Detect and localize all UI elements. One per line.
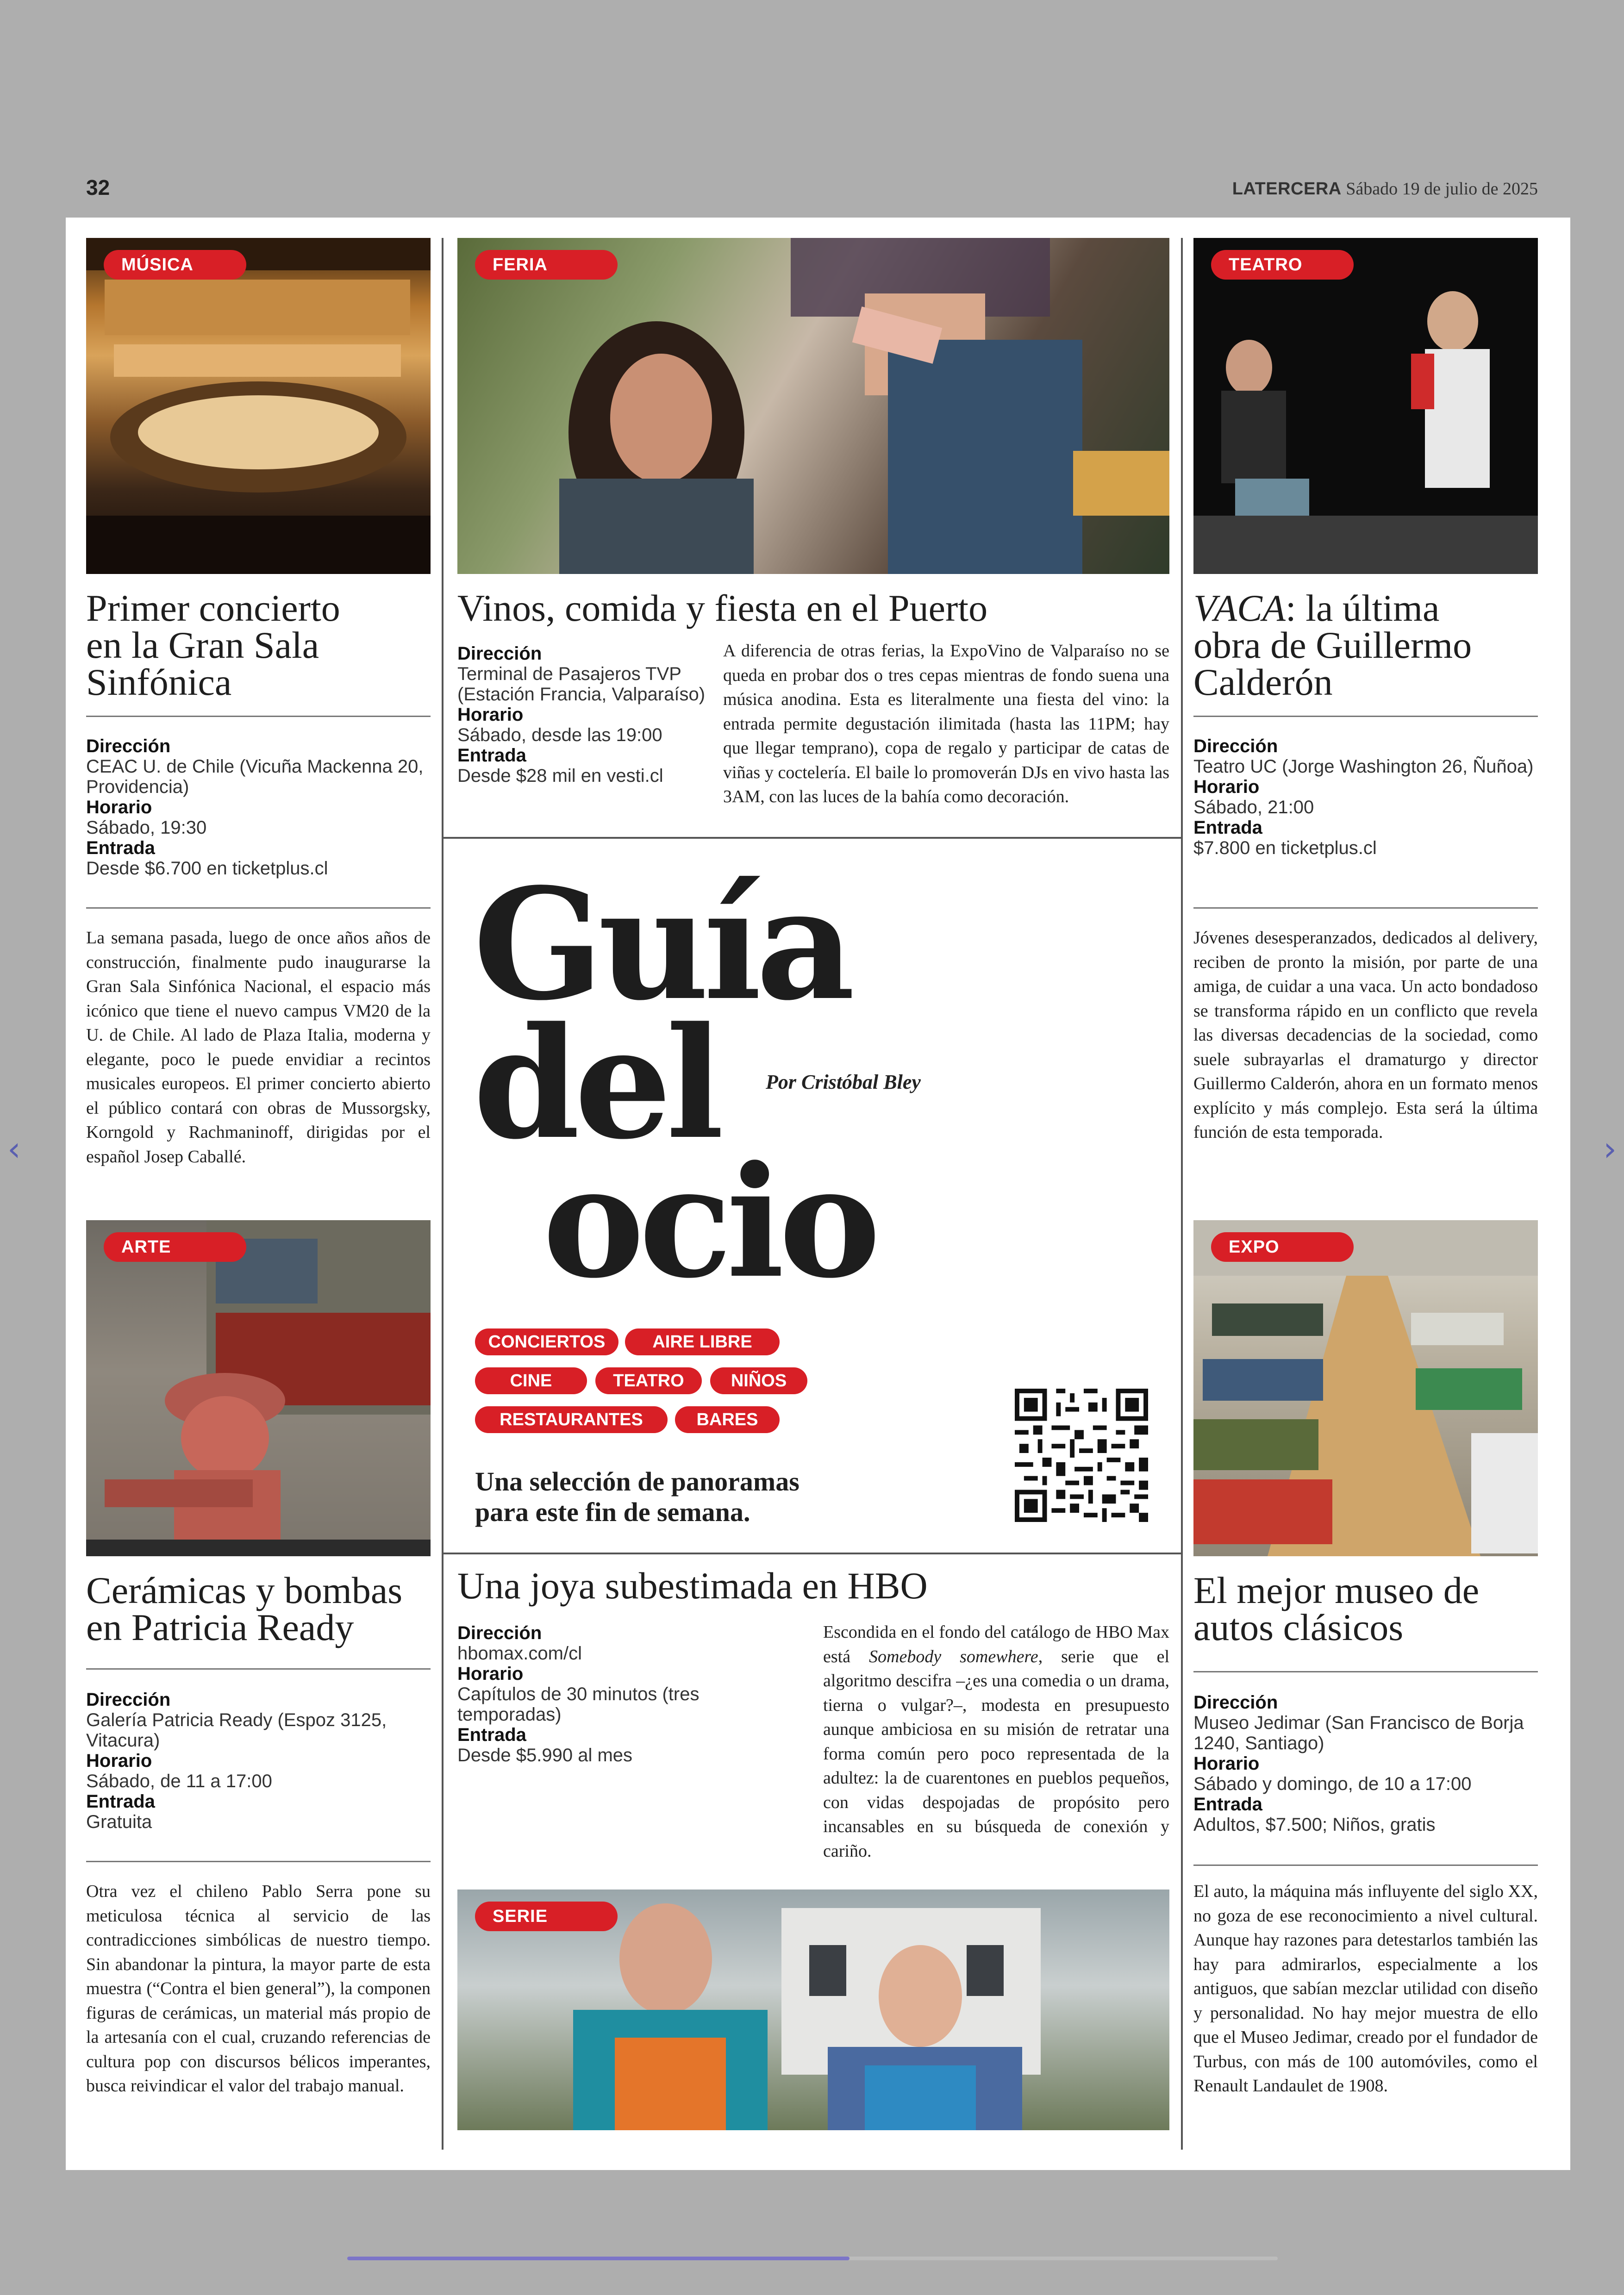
horario-label: Horario (86, 1751, 152, 1771)
hero-bottom-rule (442, 1553, 1183, 1554)
horario-label: Horario (457, 1664, 524, 1684)
brand-name: LATERCERA (1232, 179, 1342, 199)
pill-restaurantes: RESTAURANTES (475, 1406, 668, 1433)
musica-entrada: Desde $6.700 en ticketplus.cl (86, 858, 328, 879)
selection-line1: Una selección de panoramas (475, 1466, 800, 1497)
category-tag-arte: ARTE (104, 1232, 246, 1262)
reading-progress-fill (347, 2257, 849, 2260)
expo-rule-top (1193, 1671, 1538, 1672)
teatro-info (1193, 736, 1538, 858)
teatro-direccion: Teatro UC (Jorge Washington 26, Ñuñoa) (1193, 756, 1534, 777)
teatro-title-line1-rest: : la última (1285, 587, 1440, 629)
direccion-label: Dirección (1193, 1692, 1278, 1713)
direccion-label: Dirección (457, 643, 542, 664)
arte-direccion: Galería Patricia Ready (Espoz 3125, Vitacura) (86, 1710, 387, 1751)
pill-bares: BARES (675, 1406, 780, 1433)
arte-rule-bottom (86, 1861, 431, 1862)
hero-top-rule (442, 837, 1183, 839)
expo-title (1193, 1569, 1538, 1648)
feria-horario: Sábado, desde las 19:00 (457, 725, 662, 745)
arte-entrada: Gratuita (86, 1812, 152, 1832)
feria-direccion: Terminal de Pasajeros TVP (Estación Francia, Valparaíso) (457, 664, 706, 705)
horario-label: Horario (86, 797, 152, 817)
direccion-label: Dirección (1193, 736, 1278, 756)
arte-info (86, 1690, 431, 1832)
category-tag-feria: FERIA (475, 250, 618, 280)
serie-info (457, 1623, 717, 1765)
column-divider-left (442, 238, 443, 2150)
expo-info (1193, 1692, 1538, 1835)
entrada-label: Entrada (1193, 1794, 1262, 1815)
direccion-label: Dirección (457, 1623, 542, 1643)
ocio-word: ocio (543, 1132, 875, 1312)
entrada-label: Entrada (457, 745, 526, 766)
newspaper-page (66, 218, 1570, 2170)
arte-title-line2: en Patricia Ready (86, 1606, 354, 1648)
horario-label: Horario (457, 705, 524, 725)
del-word: del (473, 993, 719, 1173)
musica-horario: Sábado, 19:30 (86, 817, 207, 838)
pill-teatro: TEATRO (595, 1367, 702, 1394)
horario-label: Horario (1193, 777, 1260, 797)
entrada-label: Entrada (86, 1791, 155, 1812)
pill-cine: CINE (475, 1367, 587, 1394)
teatro-title (1193, 587, 1538, 703)
pill-aire-libre: AIRE LIBRE (625, 1328, 780, 1355)
pill-ninos: NIÑOS (710, 1367, 807, 1394)
arte-rule-top (86, 1668, 431, 1670)
feria-body: A diferencia de otras ferias, la ExpoVino de Valparaíso no se queda en probar dos o tres cepas mientras de fondo suena una música anodina. Esta es literalmente una fiesta del vino: la entrada permite degustación ilimitada (hasta las 11PM; hay que llegar temprano), copa de regalo y participar de catas de viñas y coctelería. El baile lo promoverán DJs en vivo hasta las 3AM, con las luces de la bahía como decoración. (723, 641, 1169, 806)
entrada-label: Entrada (457, 1725, 526, 1745)
serie-entrada: Desde $5.990 al mes (457, 1745, 633, 1765)
expo-body: El auto, la máquina más influyente del siglo XX, no goza de ese reconocimiento a nivel cultural. Aunque hay razones para detestarlos también las hay para admirarlos, especialmente a los antiguos, que sabían mezclar utilidad con diseño y personalidad. No hay mejor muestra de ello que el Museo Jedimar, creado por el fundador de Turbus, con más de 100 automóviles, como el Renault Landaulet de 1908. (1193, 1882, 1538, 2095)
entrada-label: Entrada (86, 838, 155, 858)
direccion-label: Dirección (86, 1690, 171, 1710)
category-tag-teatro: TEATRO (1211, 250, 1354, 280)
horario-label: Horario (1193, 1753, 1260, 1774)
column-divider-right (1181, 238, 1183, 2150)
expo-entrada: Adultos, $7.500; Niños, gratis (1193, 1815, 1436, 1835)
category-tag-expo: EXPO (1211, 1232, 1354, 1262)
musica-info (86, 736, 431, 879)
feria-info (457, 643, 707, 786)
qr-code-icon[interactable] (1015, 1389, 1148, 1522)
teatro-title-italic: VACA (1193, 587, 1286, 629)
musica-rule-top (86, 716, 431, 717)
teatro-rule-bottom (1193, 907, 1538, 909)
teatro-horario: Sábado, 21:00 (1193, 797, 1314, 817)
pill-conciertos: CONCIERTOS (475, 1328, 618, 1355)
teatro-title-line2: obra de Guillermo (1193, 624, 1472, 666)
wine-fair-photo (457, 238, 1169, 574)
expo-title-line2: autos clásicos (1193, 1606, 1404, 1648)
next-page-icon[interactable]: › (1603, 1129, 1617, 1168)
serie-title: Una joya subestimada en HBO (457, 1565, 928, 1607)
selection-text (475, 1466, 800, 1528)
expo-title-line1: El mejor museo de (1193, 1569, 1480, 1611)
series-photo (457, 1890, 1169, 2130)
page-number: 32 (86, 175, 110, 200)
musica-title (86, 587, 431, 703)
musica-direccion: CEAC U. de Chile (Vicuña Mackenna 20, Providencia) (86, 756, 424, 797)
musica-rule-bottom (86, 907, 431, 909)
feria-title: Vinos, comida y fiesta en el Puerto (457, 587, 988, 629)
category-tag-musica: MÚSICA (104, 250, 246, 280)
teatro-title-line3: Calderón (1193, 661, 1333, 703)
theatre-photo (1193, 238, 1538, 574)
selection-line2: para este fin de semana. (475, 1497, 750, 1527)
expo-horario: Sábado y domingo, de 10 a 17:00 (1193, 1774, 1472, 1794)
expo-rule-bottom (1193, 1865, 1538, 1866)
serie-body (823, 1620, 1169, 1863)
serie-body-post: , serie que el algoritmo descifra –¿es una comedia o un drama, tierna o vulgar?–, modesta en presupuesto aunque ambiciosa en su misión de retratar una forma común pero poco representada de la adultez: la de cuarentones en pueblos pequeños, con vidas despojadas de propósito pero incansables en su búsqueda de conexión y cariño. (823, 1646, 1170, 1861)
feria-entrada: Desde $28 mil en vesti.cl (457, 766, 663, 786)
musica-title-line1: Primer concierto (86, 587, 340, 629)
serie-horario: Capítulos de 30 minutos (tres temporadas) (457, 1684, 700, 1725)
serie-direccion: hbomax.com/cl (457, 1643, 582, 1664)
car-museum-photo (1193, 1220, 1538, 1556)
musica-body: La semana pasada, luego de once años años de construcción, finalmente pudo inaugurarse la Gran Sala Sinfónica Nacional, el espacio más icónico que tiene el nuevo campus VM20 de la U. de Chile. Al lado de Plaza Italia, moderna y elegante, poco le puede envidiar a recintos musicales europeos. El primer concierto abierto el público contará con obras de Mussorgsky, Korngold y Rachmaninoff, dirigidas por el español Josep Caballé. (86, 928, 431, 1166)
musica-title-line3: Sinfónica (86, 661, 232, 703)
category-tag-serie: SERIE (475, 1902, 618, 1931)
ceramic-sculpture-photo (86, 1220, 431, 1556)
masthead (1232, 179, 1538, 199)
arte-horario: Sábado, de 11 a 17:00 (86, 1771, 272, 1791)
issue-date: Sábado 19 de julio de 2025 (1346, 179, 1538, 199)
serie-body-italic: Somebody somewhere (869, 1646, 1038, 1666)
serie-body-pre: Escondida en el fondo del catálogo de HBO Max está (823, 1622, 1169, 1666)
previous-page-icon[interactable]: ‹ (7, 1129, 21, 1168)
concert-hall-photo (86, 238, 431, 574)
teatro-body: Jóvenes desesperanzados, dedicados al delivery, reciben de pronto la misión, por parte de una amiga, de cuidar a una vaca. Un acto bondadoso se transforma rápido en un conflicto que revela las diversas decadencias de la sociedad, como suele subrayarlas el dramaturgo y director Guillermo Calderón, ahora en un formato menos explícito y más complejo. Esta será la última función de esta temporada. (1193, 928, 1538, 1142)
expo-direccion: Museo Jedimar (San Francisco de Borja 1240, Santiago) (1193, 1713, 1524, 1753)
teatro-entrada: $7.800 en ticketplus.cl (1193, 838, 1377, 858)
arte-title (86, 1569, 431, 1648)
musica-title-line2: en la Gran Sala (86, 624, 319, 666)
direccion-label: Dirección (86, 736, 171, 756)
arte-body: Otra vez el chileno Pablo Serra pone su meticulosa técnica al servicio de las contradicciones simbólicas de nuestro tiempo. Sin abandonar la pintura, la mayor parte de esta muestra (“Contra el bien general”), la componen figuras de cerámicas, un material más propio de la artesanía con el cual, cruzando referencias de cultura pop con discursos bélicos imperantes, busca reivindicar el valor del trabajo manual. (86, 1882, 431, 2095)
byline: Por Cristóbal Bley (766, 1071, 921, 1093)
teatro-title-line1 (1193, 587, 1538, 629)
teatro-rule-top (1193, 716, 1538, 717)
entrada-label: Entrada (1193, 817, 1262, 838)
reading-progress-bar[interactable] (347, 2257, 1278, 2260)
guia-word: Guía (473, 854, 849, 1034)
arte-title-line1: Cerámicas y bombas (86, 1569, 403, 1611)
